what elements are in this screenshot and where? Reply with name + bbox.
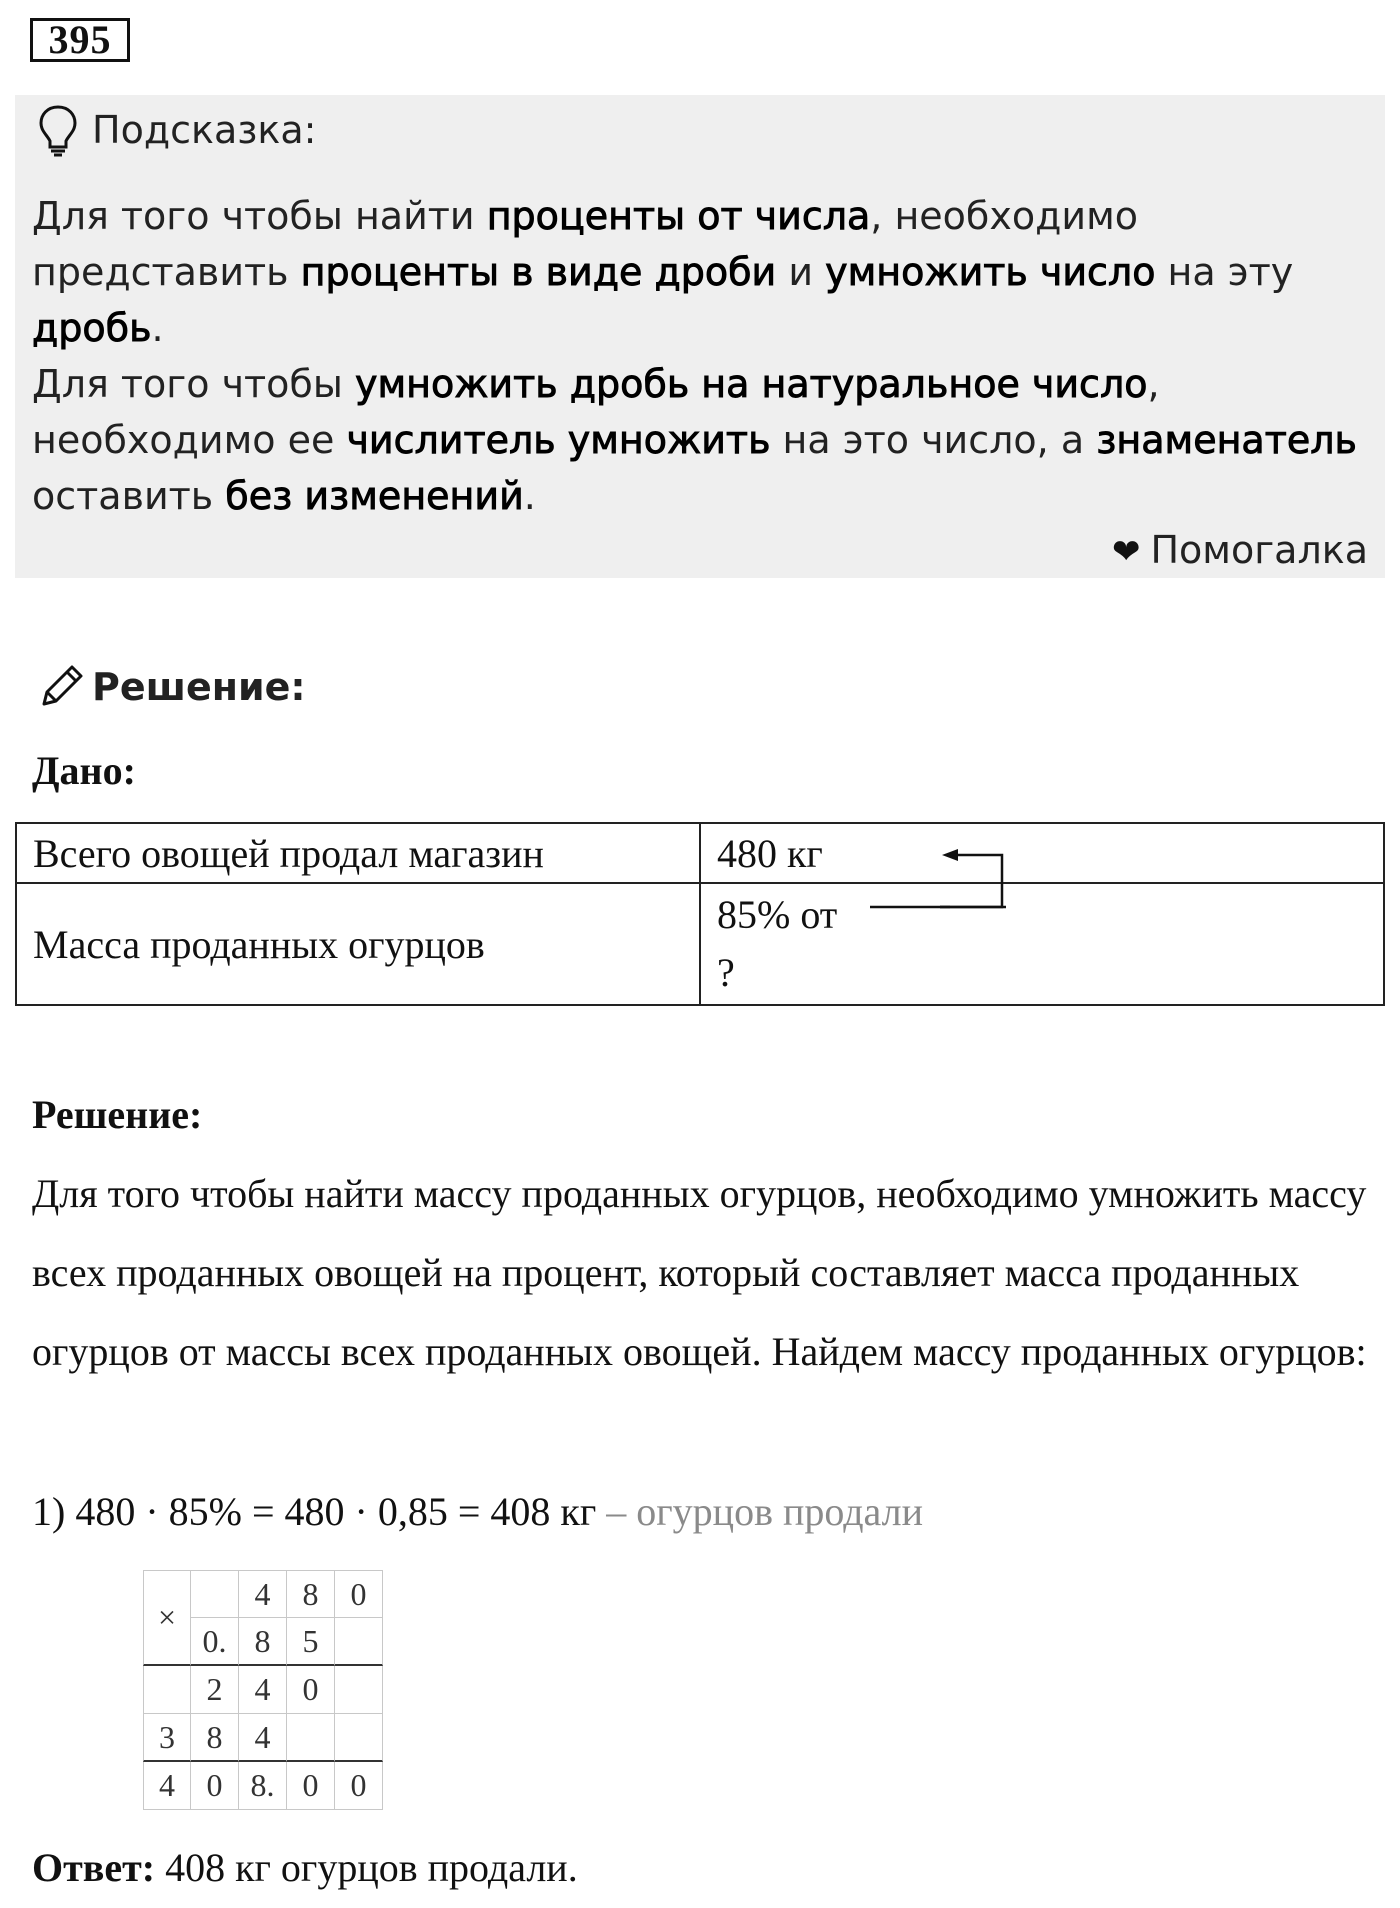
arrow-connector [940,845,1020,915]
calculation: 1) 480 · 85% = 480 · 0,85 = 408 кг [32,1489,597,1534]
hint-paragraph-1: Для того чтобы найти проценты от числа, необходимо представить проценты в виде дроби и умножить число на эту дробь. [32,194,1294,350]
grid-cell: 8 [239,1618,287,1666]
brand-label [1112,525,1368,577]
grid-cell: 8 [191,1714,239,1762]
solution-title: Решение: [32,1092,203,1137]
calculation-note: – огурцов продали [596,1489,924,1534]
given-value-unknown: ? [717,950,735,995]
solution-text: Для того чтобы найти массу проданных огурцов, необходимо умножить массу всех проданных овощей на процент, который составляет масса проданных огурцов от массы всех проданных овощей. Найдем массу проданных огурцов: [32,1171,1367,1374]
given-label-cucumbers: Масса проданных огурцов [16,883,700,1005]
multiply-sign: × [143,1570,191,1666]
grid-cell: 4 [239,1570,287,1618]
grid-cell: 0 [287,1666,335,1714]
table-row [16,823,1384,883]
given-value-total: 480 кг [700,823,1384,883]
grid-cell [191,1570,239,1618]
calculation-line [32,1484,923,1540]
heart-icon: ❤ [1111,532,1141,572]
grid-cell: 0 [191,1762,239,1810]
grid-cell [143,1666,191,1714]
grid-cell [287,1714,335,1762]
task-number: 395 [30,18,130,62]
grid-cell: 2 [191,1666,239,1714]
grid-cell: 5 [287,1618,335,1666]
solution-heading: Решение: [92,665,306,709]
given-value-percent: 85% от [717,892,838,937]
grid-cell: 4 [143,1762,191,1810]
pencil-icon [36,662,86,712]
grid-cell [335,1714,383,1762]
grid-cell: 0 [335,1762,383,1810]
table-row [16,883,1384,1005]
arrow-tail [870,905,950,909]
grid-cell: 3 [143,1714,191,1762]
grid-cell: 0 [335,1570,383,1618]
given-title: Дано: [32,748,136,793]
given-value-cucumbers [700,883,1384,1005]
hint-title: Подсказка: [92,108,317,152]
grid-cell: 8. [239,1762,287,1810]
grid-cell: 4 [239,1714,287,1762]
column-multiplication [143,1570,383,1810]
given-table [15,822,1385,1006]
hint-paragraph-2: Для того чтобы умножить дробь на натуральное число, необходимо ее числитель умножить на это число, а знаменатель оставить без изменений. [32,362,1357,518]
answer-text: 408 кг огурцов продали. [155,1845,578,1890]
answer [32,1840,578,1896]
grid-cell: 4 [239,1666,287,1714]
grid-cell [335,1618,383,1666]
given-label-total: Всего овощей продал магазин [16,823,700,883]
grid-cell: 0. [191,1618,239,1666]
grid-cell: 8 [287,1570,335,1618]
lightbulb-icon [36,103,80,157]
grid-cell: 0 [287,1762,335,1810]
grid-cell [335,1666,383,1714]
brand-name: Помогалка [1150,528,1368,572]
answer-label: Ответ: [32,1845,156,1890]
